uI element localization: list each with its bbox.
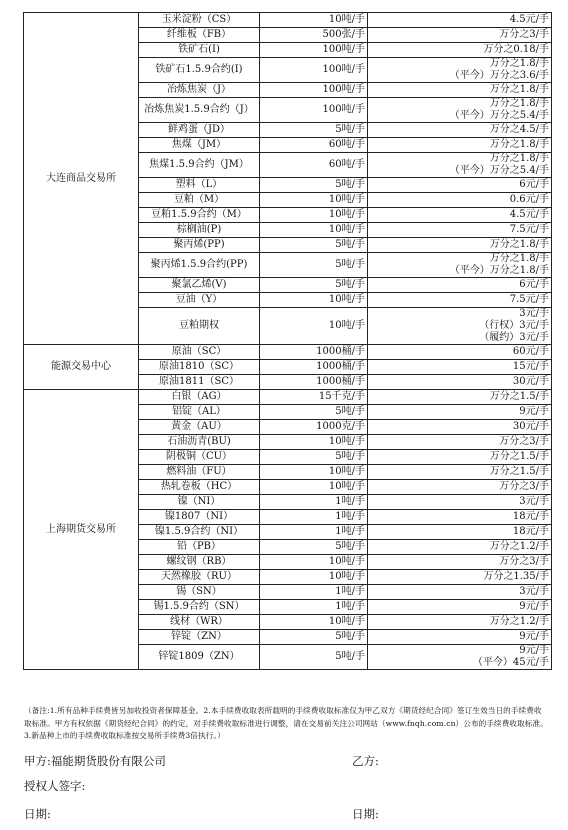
fee-rate-line: 7.5元/手 bbox=[509, 294, 549, 305]
product-name-cell: 锌锭1809（ZN） bbox=[139, 645, 260, 670]
product-name-cell: 白银（AG） bbox=[139, 390, 260, 405]
fee-rate-line: 万分之1.5/手 bbox=[489, 451, 549, 462]
product-name-cell: 镍（NI） bbox=[139, 495, 260, 510]
fee-rate-line: 万分之1.8/手 bbox=[489, 84, 549, 95]
party-a-date-label: 日期: bbox=[24, 807, 51, 821]
contract-unit-cell: 5吨/手 bbox=[260, 645, 368, 670]
product-name-cell: 铁矿石(I) bbox=[139, 43, 260, 58]
fee-rate-cell bbox=[368, 465, 552, 480]
fee-rate-line: 9元/手 bbox=[519, 601, 549, 612]
contract-unit-cell: 10吨/手 bbox=[260, 308, 368, 345]
product-name-cell: 镍1807（NI） bbox=[139, 510, 260, 525]
fee-rate-line: 30元/手 bbox=[512, 376, 549, 387]
fee-rate-line: 6元/手 bbox=[519, 279, 549, 290]
contract-unit-cell: 5吨/手 bbox=[260, 540, 368, 555]
fee-rate-line: 万分之1.8/手 bbox=[489, 253, 549, 264]
fee-rate-cell bbox=[368, 238, 552, 253]
contract-unit-cell: 10吨/手 bbox=[260, 223, 368, 238]
fee-rate-cell bbox=[368, 43, 552, 58]
fee-rate-cell bbox=[368, 540, 552, 555]
fee-rate-cell bbox=[368, 525, 552, 540]
remarks-note: （备注:1.所有品种手续费皆另加收投资者保障基金。2.本手续费收取表所载明的手续费收取标准仅为甲乙双方《期货经纪合同》签订生效当日的手续费收取标准。甲方有权依据《期货经纪合同》的约定，对手续费收取标准进行调整，请在交易前关注公司网站（www.fnqh.com.cn）公布的手续费收取标准。3.新品种上市的手续费收取标准按交易所手续费3倍执行。） bbox=[24, 706, 548, 740]
product-name-cell: 豆粕期权 bbox=[139, 308, 260, 345]
fee-rate-line: 万分之4.5/手 bbox=[489, 124, 549, 135]
fee-rate-cell bbox=[368, 83, 552, 98]
fee-rate-line: 万分之3/手 bbox=[499, 29, 549, 40]
contract-unit-cell: 60吨/手 bbox=[260, 153, 368, 178]
fee-rate-cell bbox=[368, 28, 552, 43]
fee-rate-line: 4.5元/手 bbox=[509, 14, 549, 25]
fee-rate-line: 4.5元/手 bbox=[509, 209, 549, 220]
authorized-signature-label: 授权人签字: bbox=[24, 779, 86, 793]
fee-rate-line: （平今）45元/手 bbox=[472, 657, 549, 668]
fee-rate-line: 7.5元/手 bbox=[509, 224, 549, 235]
product-name-cell: 石油沥青(BU) bbox=[139, 435, 260, 450]
fee-rate-line: （平今）万分之1.8/手 bbox=[449, 265, 549, 276]
product-name-cell: 棕榈油(P) bbox=[139, 223, 260, 238]
contract-unit-cell: 1000桶/手 bbox=[260, 345, 368, 360]
fee-rate-line: 18元/手 bbox=[512, 511, 549, 522]
contract-unit-cell: 1吨/手 bbox=[260, 585, 368, 600]
contract-unit-cell: 10吨/手 bbox=[260, 615, 368, 630]
product-name-cell: 焦煤（JM） bbox=[139, 138, 260, 153]
fee-rate-line: 万分之3/手 bbox=[499, 436, 549, 447]
fee-rate-line: 18元/手 bbox=[512, 526, 549, 537]
table-row bbox=[24, 345, 552, 360]
contract-unit-cell: 1吨/手 bbox=[260, 495, 368, 510]
fee-rate-line: 万分之1.8/手 bbox=[489, 98, 549, 109]
fee-rate-line: 3元/手 bbox=[519, 308, 549, 319]
exchange-name-cell: 上海期货交易所 bbox=[24, 390, 139, 670]
contract-unit-cell: 100吨/手 bbox=[260, 98, 368, 123]
contract-unit-cell: 10吨/手 bbox=[260, 208, 368, 223]
contract-unit-cell: 10吨/手 bbox=[260, 570, 368, 585]
fee-rate-line: 万分之1.2/手 bbox=[489, 616, 549, 627]
contract-unit-cell: 10吨/手 bbox=[260, 293, 368, 308]
fee-rate-line: 9元/手 bbox=[519, 631, 549, 642]
fee-rate-line: 万分之1.8/手 bbox=[489, 58, 549, 69]
product-name-cell: 热轧卷板（HC） bbox=[139, 480, 260, 495]
product-name-cell: 冶炼焦炭1.5.9合约（J） bbox=[139, 98, 260, 123]
fee-rate-cell bbox=[368, 193, 552, 208]
contract-unit-cell: 10吨/手 bbox=[260, 435, 368, 450]
fee-rate-line: 万分之1.5/手 bbox=[489, 466, 549, 477]
contract-unit-cell: 500张/手 bbox=[260, 28, 368, 43]
table-row bbox=[24, 13, 552, 28]
fee-rate-line: 60元/手 bbox=[512, 346, 549, 357]
product-name-cell: 锡1.5.9合约（SN） bbox=[139, 600, 260, 615]
product-name-cell: 螺纹钢（RB） bbox=[139, 555, 260, 570]
fee-rate-cell bbox=[368, 138, 552, 153]
fee-rate-line: 万分之1.35/手 bbox=[483, 571, 549, 582]
fee-rate-cell bbox=[368, 293, 552, 308]
fee-rate-cell bbox=[368, 420, 552, 435]
contract-unit-cell: 100吨/手 bbox=[260, 83, 368, 98]
fee-rate-line: 0.6元/手 bbox=[509, 194, 549, 205]
product-name-cell: 纤维板（FB） bbox=[139, 28, 260, 43]
fee-rate-cell bbox=[368, 13, 552, 28]
product-name-cell: 塑料（L） bbox=[139, 178, 260, 193]
fee-rate-line: 3元/手 bbox=[519, 496, 549, 507]
product-name-cell: 锡（SN） bbox=[139, 585, 260, 600]
contract-unit-cell: 100吨/手 bbox=[260, 43, 368, 58]
product-name-cell: 豆粕1.5.9合约（M） bbox=[139, 208, 260, 223]
product-name-cell: 铝锭（AL） bbox=[139, 405, 260, 420]
fee-table bbox=[23, 12, 552, 670]
fee-rate-line: 万分之1.2/手 bbox=[489, 541, 549, 552]
contract-unit-cell: 5吨/手 bbox=[260, 630, 368, 645]
contract-unit-cell: 1000桶/手 bbox=[260, 360, 368, 375]
product-name-cell: 铅（PB） bbox=[139, 540, 260, 555]
fee-rate-line: 30元/手 bbox=[512, 421, 549, 432]
contract-unit-cell: 15千克/手 bbox=[260, 390, 368, 405]
contract-unit-cell: 5吨/手 bbox=[260, 238, 368, 253]
fee-rate-cell bbox=[368, 123, 552, 138]
fee-rate-line: 万分之3/手 bbox=[499, 481, 549, 492]
fee-rate-line: 万分之3/手 bbox=[499, 556, 549, 567]
product-name-cell: 聚丙烯1.5.9合约(PP) bbox=[139, 253, 260, 278]
fee-rate-line: 万分之1.5/手 bbox=[489, 391, 549, 402]
fee-rate-line: 万分之1.8/手 bbox=[489, 239, 549, 250]
fee-rate-cell bbox=[368, 278, 552, 293]
fee-rate-line: 15元/手 bbox=[512, 361, 549, 372]
contract-unit-cell: 1000克/手 bbox=[260, 420, 368, 435]
product-name-cell: 阴极铜（CU） bbox=[139, 450, 260, 465]
fee-rate-cell bbox=[368, 645, 552, 670]
fee-rate-cell bbox=[368, 495, 552, 510]
fee-rate-line: 万分之1.8/手 bbox=[489, 153, 549, 164]
fee-rate-cell bbox=[368, 450, 552, 465]
fee-rate-cell bbox=[368, 253, 552, 278]
fee-rate-line: （履约）3元/手 bbox=[479, 332, 549, 343]
contract-unit-cell: 1吨/手 bbox=[260, 600, 368, 615]
product-name-cell: 玉米淀粉（CS） bbox=[139, 13, 260, 28]
product-name-cell: 铁矿石1.5.9合约(I) bbox=[139, 58, 260, 83]
product-name-cell: 原油（SC） bbox=[139, 345, 260, 360]
fee-rate-line: 9元/手 bbox=[519, 645, 549, 656]
contract-unit-cell: 5吨/手 bbox=[260, 253, 368, 278]
fee-rate-line: 3元/手 bbox=[519, 586, 549, 597]
fee-rate-line: 万分之0.18/手 bbox=[483, 44, 549, 55]
fee-rate-cell bbox=[368, 360, 552, 375]
fee-rate-cell bbox=[368, 555, 552, 570]
contract-unit-cell: 100吨/手 bbox=[260, 58, 368, 83]
product-name-cell: 镍1.5.9合约（NI） bbox=[139, 525, 260, 540]
fee-rate-cell bbox=[368, 308, 552, 345]
product-name-cell: 豆油（Y） bbox=[139, 293, 260, 308]
fee-rate-cell bbox=[368, 585, 552, 600]
contract-unit-cell: 60吨/手 bbox=[260, 138, 368, 153]
product-name-cell: 线材（WR） bbox=[139, 615, 260, 630]
contract-unit-cell: 5吨/手 bbox=[260, 123, 368, 138]
fee-rate-cell bbox=[368, 615, 552, 630]
contract-unit-cell: 1000桶/手 bbox=[260, 375, 368, 390]
fee-rate-cell bbox=[368, 178, 552, 193]
product-name-cell: 聚氯乙烯(V) bbox=[139, 278, 260, 293]
fee-rate-cell bbox=[368, 375, 552, 390]
fee-rate-line: 6元/手 bbox=[519, 179, 549, 190]
fee-rate-line: （行权）3元/手 bbox=[479, 320, 549, 331]
contract-unit-cell: 5吨/手 bbox=[260, 178, 368, 193]
product-name-cell: 黄金（AU） bbox=[139, 420, 260, 435]
product-name-cell: 燃料油（FU） bbox=[139, 465, 260, 480]
contract-unit-cell: 10吨/手 bbox=[260, 193, 368, 208]
fee-rate-line: 9元/手 bbox=[519, 406, 549, 417]
fee-rate-cell bbox=[368, 480, 552, 495]
product-name-cell: 锌锭（ZN） bbox=[139, 630, 260, 645]
product-name-cell: 焦煤1.5.9合约（JM） bbox=[139, 153, 260, 178]
product-name-cell: 冶炼焦炭（J） bbox=[139, 83, 260, 98]
fee-rate-cell bbox=[368, 570, 552, 585]
fee-rate-cell bbox=[368, 510, 552, 525]
table-row bbox=[24, 390, 552, 405]
contract-unit-cell: 5吨/手 bbox=[260, 450, 368, 465]
product-name-cell: 豆粕（M） bbox=[139, 193, 260, 208]
contract-unit-cell: 10吨/手 bbox=[260, 13, 368, 28]
fee-rate-cell bbox=[368, 405, 552, 420]
fee-rate-cell bbox=[368, 58, 552, 83]
exchange-name-cell: 能源交易中心 bbox=[24, 345, 139, 390]
fee-rate-cell bbox=[368, 345, 552, 360]
fee-rate-cell bbox=[368, 600, 552, 615]
fee-rate-cell bbox=[368, 153, 552, 178]
contract-unit-cell: 1吨/手 bbox=[260, 510, 368, 525]
fee-rate-cell bbox=[368, 435, 552, 450]
product-name-cell: 聚丙烯(PP) bbox=[139, 238, 260, 253]
fee-rate-line: （平今）万分之5.4/手 bbox=[449, 110, 549, 121]
product-name-cell: 鲜鸡蛋（JD） bbox=[139, 123, 260, 138]
fee-rate-line: 万分之1.8/手 bbox=[489, 139, 549, 150]
contract-unit-cell: 10吨/手 bbox=[260, 480, 368, 495]
exchange-name-cell: 大连商品交易所 bbox=[24, 13, 139, 345]
party-b-label: 乙方: bbox=[352, 754, 379, 768]
contract-unit-cell: 1吨/手 bbox=[260, 525, 368, 540]
fee-rate-cell bbox=[368, 390, 552, 405]
fee-rate-line: （平今）万分之5.4/手 bbox=[449, 165, 549, 176]
product-name-cell: 原油1811（SC） bbox=[139, 375, 260, 390]
fee-rate-cell bbox=[368, 98, 552, 123]
party-b-date-label: 日期: bbox=[352, 807, 379, 821]
party-a-label: 甲方:福能期货股份有限公司 bbox=[24, 754, 166, 768]
fee-table-body bbox=[24, 13, 552, 670]
fee-rate-cell bbox=[368, 223, 552, 238]
contract-unit-cell: 5吨/手 bbox=[260, 278, 368, 293]
fee-rate-line: （平今）万分之3.6/手 bbox=[449, 70, 549, 81]
fee-rate-cell bbox=[368, 630, 552, 645]
contract-unit-cell: 10吨/手 bbox=[260, 555, 368, 570]
product-name-cell: 原油1810（SC） bbox=[139, 360, 260, 375]
product-name-cell: 天然橡胶（RU） bbox=[139, 570, 260, 585]
contract-unit-cell: 5吨/手 bbox=[260, 405, 368, 420]
contract-unit-cell: 10吨/手 bbox=[260, 465, 368, 480]
fee-rate-cell bbox=[368, 208, 552, 223]
